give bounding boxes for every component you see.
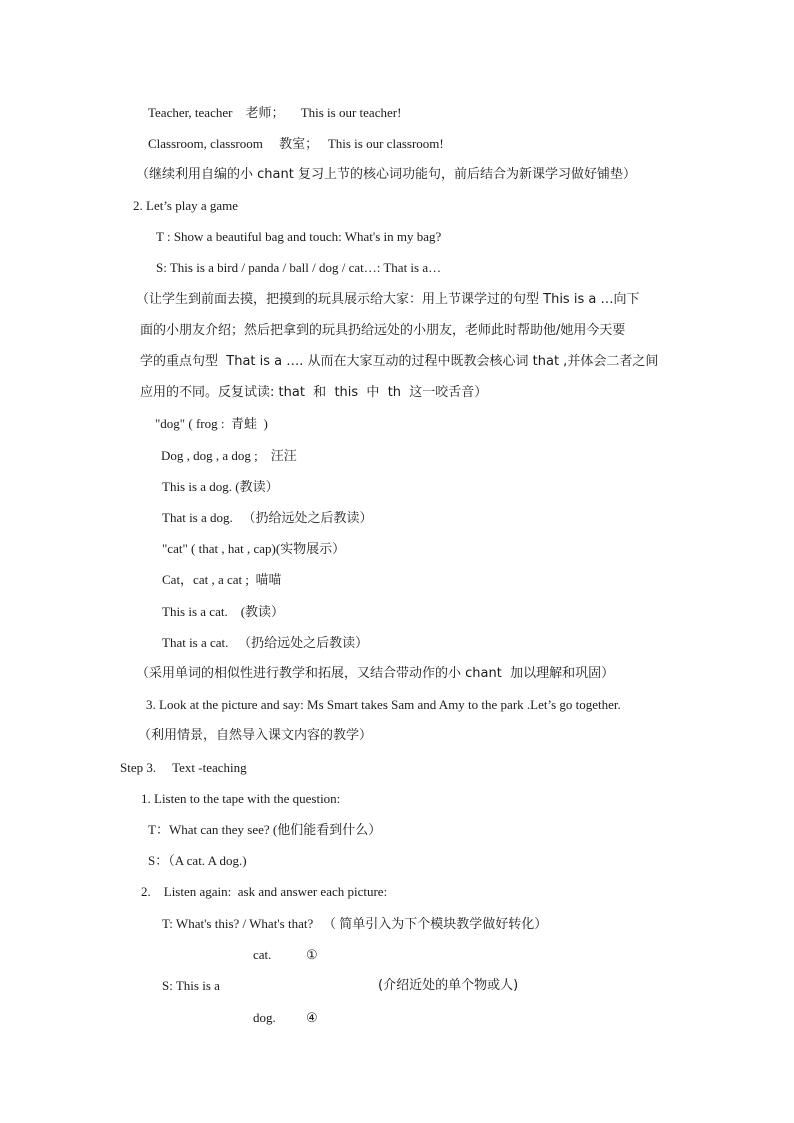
text-line: S: This is a bird / panda / ball / dog / cat…: That is a… (156, 260, 442, 275)
text-line: （让学生到前面去摸，把摸到的玩具展示给大家：用上节课学过的句型 This is a …向下 (136, 292, 640, 307)
circled-number-1: ① (306, 947, 318, 962)
text-line: 1. Listen to the tape with the question: (141, 791, 341, 806)
text-line: "dog" ( frog : 青蛙 ) (155, 416, 268, 431)
text-line: "cat" ( that , hat , cap)(实物展示） (162, 541, 346, 556)
text-line: 面的小朋友介绍；然后把拿到的玩具扔给远处的小朋友，老师此时帮助他/她用今天要 (140, 323, 626, 338)
circled-number-4: ④ (306, 1010, 318, 1025)
text-line: T : Show a beautiful bag and touch: What's in my bag? (156, 229, 442, 244)
text-line: （继续利用自编的小 chant 复习上节的核心词功能句，前后结合为新课学习做好铺垫） (136, 167, 636, 182)
text-line: This is a dog. (教读） (162, 479, 279, 494)
text-line: （采用单词的相似性进行教学和拓展，又结合带动作的小 chant 加以理解和巩固） (136, 666, 615, 681)
text-line: Teacher, teacher 老师； This is our teacher! (148, 105, 402, 120)
text-line: Step 3. Text -teaching (120, 760, 247, 775)
text-line: Dog , dog , a dog ; 汪汪 (161, 448, 297, 463)
text-line: 3. Look at the picture and say: Ms Smart takes Sam and Amy to the park .Let’s go together. (146, 697, 621, 712)
text-line: That is a dog. （扔给远处之后教读） (162, 510, 373, 525)
text-line: T: What's this? / What's that? （ 简单引入为下个模块教学做好转化） (162, 916, 548, 931)
sentence-prefix: S: This is a (162, 978, 220, 993)
text-line: （利用情景，自然导入课文内容的教学） (138, 728, 373, 743)
text-line: 2. Let’s play a game (133, 198, 239, 213)
text-line: Cat，cat , a cat ; 喵喵 (162, 572, 282, 587)
table-word-dog: dog. (253, 1010, 276, 1025)
text-line: S：（A cat. A dog.) (148, 853, 247, 868)
text-line: Classroom, classroom 教室； This is our classroom! (148, 136, 444, 151)
text-line: 学的重点句型 That is a …. 从而在大家互动的过程中既教会核心词 that ,并体会二者之间 (140, 354, 659, 369)
text-line: 应用的不同。反复试读: that 和 this 中 th 这一咬舌音） (140, 385, 488, 400)
sentence-note: (介绍近处的单个物或人) (378, 978, 519, 993)
text-line: 2. Listen again: ask and answer each picture: (141, 884, 388, 899)
text-line: T：What can they see? (他们能看到什么） (148, 822, 382, 837)
table-word-cat: cat. (253, 947, 272, 962)
text-line: That is a cat. （扔给远处之后教读） (162, 635, 369, 650)
text-line: This is a cat. (教读） (162, 604, 285, 619)
